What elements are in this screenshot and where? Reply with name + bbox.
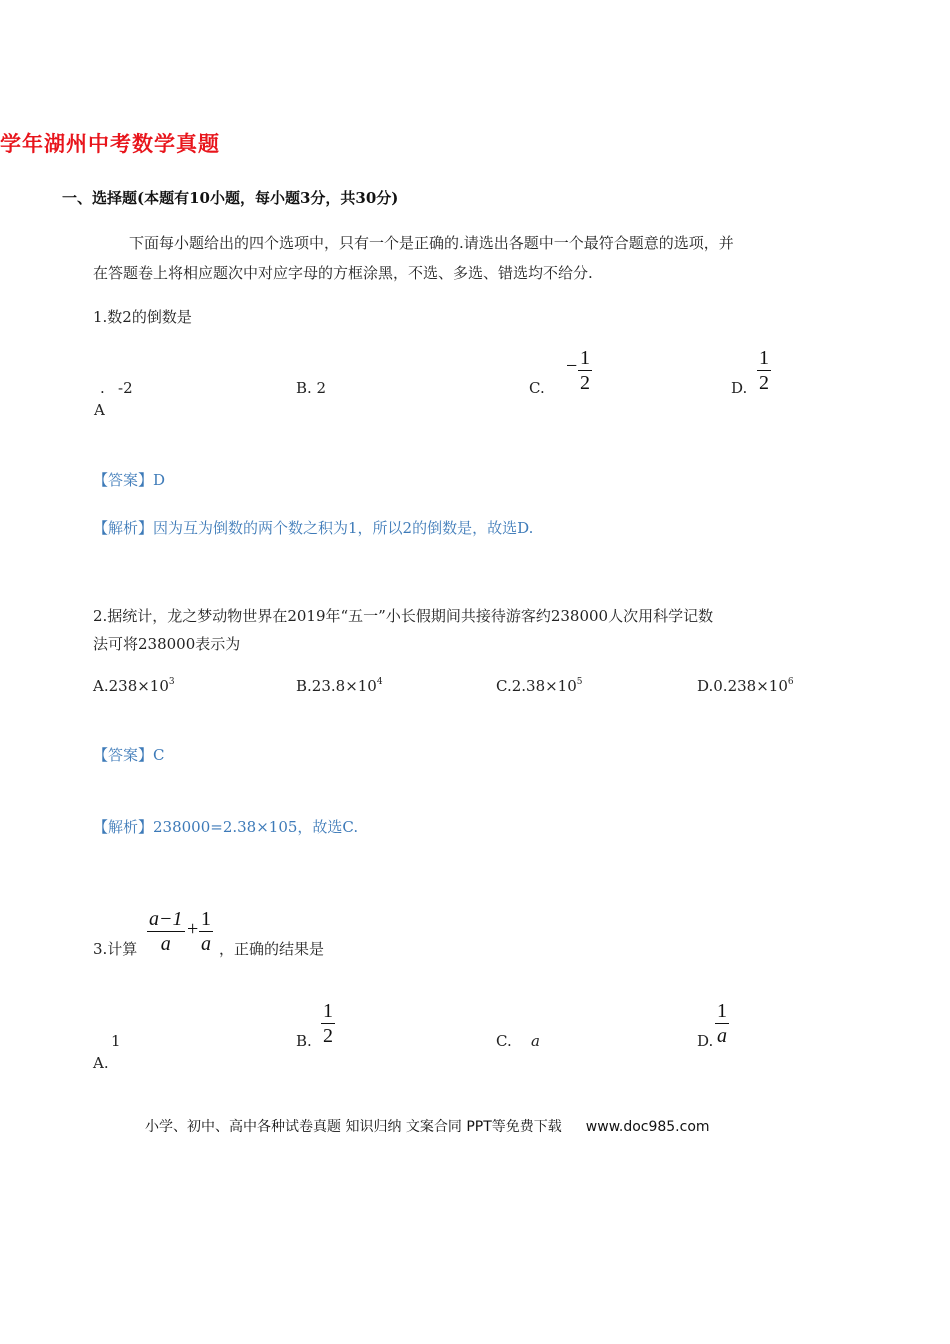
q2-option-b-exponent: 4 — [376, 677, 383, 687]
q2-option-a-exponent: 3 — [168, 677, 175, 687]
q1-option-b: B. 2 — [296, 379, 327, 397]
footer-url[interactable]: www.doc985.com — [585, 1119, 710, 1135]
instructions-line-2: 在答题卷上将相应题次中对应字母的方框涂黑，不选、多选、错选均不给分. — [93, 264, 593, 282]
q2-option-a-text: A.238×10 — [93, 677, 169, 695]
q3-option-b-label: B. — [296, 1032, 312, 1050]
q1-option-a-dot: . — [100, 379, 105, 397]
q3-option-b-fraction — [321, 1001, 335, 1046]
q1-option-a-value: -2 — [118, 379, 133, 397]
document-title: 学年湖州中考数学真题 — [0, 131, 220, 156]
q3-expression-fraction-2 — [199, 909, 213, 954]
q1-answer: 【答案】D — [93, 471, 166, 489]
q2-option-a — [93, 677, 175, 695]
q3-option-b-numerator: 1 — [323, 1000, 333, 1022]
q3-option-d-fraction — [715, 1001, 729, 1046]
q1-option-d-label: D. — [731, 379, 748, 397]
q3-option-c-label: C. — [496, 1032, 512, 1050]
section-heading: 一、选择题(本题有10小题，每小题3分，共30分) — [62, 189, 399, 207]
q1-option-d-numerator: 1 — [759, 347, 769, 369]
page-footer — [145, 1116, 710, 1136]
q3-option-d-denominator: a — [717, 1025, 727, 1047]
q3-stem-suffix: ，正确的结果是 — [219, 940, 325, 958]
q1-option-c-minus: − — [566, 355, 578, 377]
q2-analysis: 【解析】238000=2.38×105，故选C. — [93, 818, 359, 836]
footer-text: 小学、初中、高中各种试卷真题 知识归纳 文案合同 PPT等免费下载 — [145, 1119, 562, 1135]
q1-stem: 1.数2的倒数是 — [93, 308, 192, 326]
q1-option-c-label: C. — [529, 379, 545, 397]
q2-answer: 【答案】C — [93, 746, 165, 764]
q3-expression-denominator-2: a — [201, 933, 211, 955]
q3-option-c-value: a — [531, 1032, 540, 1050]
q2-option-d-text: D.0.238×10 — [697, 677, 788, 695]
q2-stem-line-2: 法可将238000表示为 — [93, 635, 241, 653]
q2-option-c-text: C.2.38×10 — [496, 677, 577, 695]
q3-option-b-denominator: 2 — [323, 1025, 333, 1047]
q2-option-d-exponent: 6 — [787, 677, 794, 687]
q2-stem-line-1: 2.据统计，龙之梦动物世界在2019年“五一”小长假期间共接待游客约238000人次用科学记数 — [93, 607, 714, 625]
q1-analysis: 【解析】因为互为倒数的两个数之积为1，所以2的倒数是，故选D. — [93, 519, 534, 537]
q1-option-c-numerator: 1 — [580, 347, 590, 369]
q1-option-c-denominator: 2 — [580, 372, 590, 394]
q3-option-a-value: 1 — [111, 1032, 121, 1050]
q3-expression-plus: + — [187, 918, 199, 940]
q3-option-a-letter: A. — [93, 1054, 109, 1072]
q2-option-c — [496, 677, 583, 695]
q1-option-d-denominator: 2 — [759, 372, 769, 394]
q3-stem-prefix: 3.计算 — [93, 940, 138, 958]
instructions-line-1: 下面每小题给出的四个选项中，只有一个是正确的.请选出各题中一个最符合题意的选项，并 — [129, 234, 734, 252]
q3-expression-denominator-1: a — [160, 933, 171, 955]
q1-option-d-fraction — [757, 348, 771, 393]
q2-option-c-exponent: 5 — [576, 677, 583, 687]
q3-option-d-numerator: 1 — [717, 1000, 727, 1022]
q2-option-b-text: B.23.8×10 — [296, 677, 377, 695]
q3-expression-fraction-1 — [147, 909, 185, 954]
q3-option-d-label: D. — [697, 1032, 714, 1050]
q1-option-a-letter: A — [94, 401, 105, 419]
q2-option-d — [697, 677, 794, 695]
q3-expression-numerator-1: a−1 — [149, 908, 183, 930]
q2-option-b — [296, 677, 383, 695]
q3-expression-numerator-2: 1 — [201, 908, 211, 930]
q1-option-c-fraction — [578, 348, 592, 393]
